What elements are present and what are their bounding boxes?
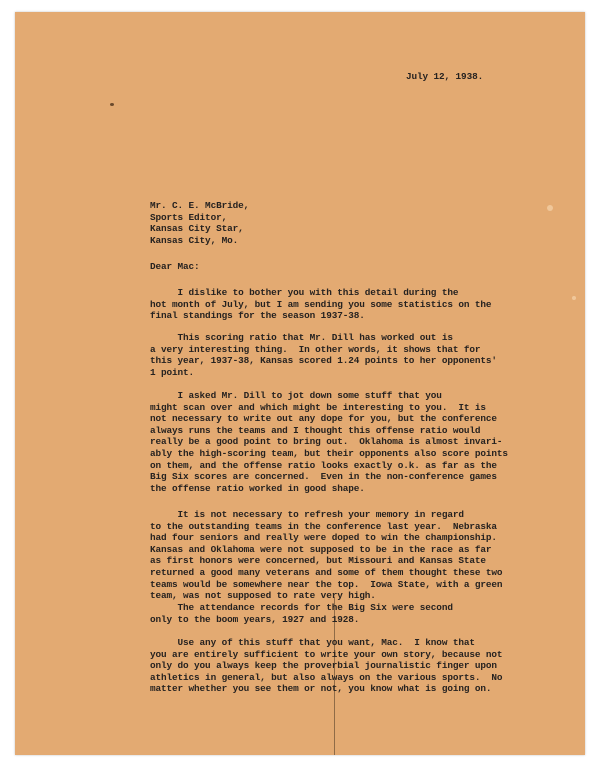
text-line: It is not necessary to refresh your memory in regard bbox=[150, 509, 464, 520]
text-line: might scan over and which might be interesting to you. It is bbox=[150, 401, 486, 413]
text-line: only to the boom years, 1927 and 1928. bbox=[150, 613, 360, 625]
paragraph bbox=[150, 602, 550, 625]
address-line: Mr. C. E. McBride, bbox=[150, 200, 250, 211]
letter-body bbox=[15, 12, 585, 755]
text-line: returned a good many veterans and some of them thought these two bbox=[150, 566, 503, 578]
text-line: Big Six scores are concerned. Even in the non-conference games bbox=[150, 471, 497, 483]
text-line: team, was not supposed to rate very high. bbox=[150, 590, 376, 602]
text-line: had four seniors and really were doped to win the championship. bbox=[150, 532, 497, 544]
text-line: not necessary to write out any dope for you, but the conference bbox=[150, 413, 497, 425]
text-line: this year, 1937-38, Kansas scored 1.24 points to her opponents' bbox=[150, 355, 497, 367]
paragraph bbox=[150, 287, 550, 322]
text-line: only do you always keep the proverbial journalistic finger upon bbox=[150, 660, 497, 672]
text-line: matter whether you see them or not, you know what is going on. bbox=[150, 683, 492, 695]
text-line: final standings for the season 1937-38. bbox=[150, 310, 365, 322]
text-line: really be a good point to bring out. Oklahoma is almost invari- bbox=[150, 436, 503, 448]
text-line: hot month of July, but I am sending you some statistics on the bbox=[150, 298, 492, 310]
text-line: The attendance records for the Big Six were second bbox=[150, 602, 453, 613]
text-line: a very interesting thing. In other words, it shows that for bbox=[150, 343, 481, 355]
text-line: This scoring ratio that Mr. Dill has worked out is bbox=[150, 332, 453, 343]
paragraph bbox=[150, 509, 550, 602]
text-line: Use any of this stuff that you want, Mac. I know that bbox=[150, 637, 475, 648]
text-line: I asked Mr. Dill to jot down some stuff that you bbox=[150, 390, 442, 401]
salutation: Dear Mac: bbox=[150, 261, 200, 272]
address-line: Kansas City, Mo. bbox=[150, 234, 239, 246]
recipient-address bbox=[150, 200, 249, 246]
text-line: as first honors were concerned, but Missouri and Kansas State bbox=[150, 555, 486, 567]
text-line: I dislike to bother you with this detail during the bbox=[150, 287, 459, 298]
text-line: you are entirely sufficient to write your own story, because not bbox=[150, 648, 503, 660]
text-line: to the outstanding teams in the conference last year. Nebraska bbox=[150, 520, 497, 532]
text-line: athletics in general, but also always on the various sports. No bbox=[150, 671, 503, 683]
paragraph bbox=[150, 390, 550, 494]
address-line: Sports Editor, bbox=[150, 211, 228, 223]
text-line: teams would be somewhere near the top. Iowa State, with a green bbox=[150, 578, 503, 590]
text-line: Kansas and Oklahoma were not supposed to be in the race as far bbox=[150, 543, 492, 555]
text-line: 1 point. bbox=[150, 366, 195, 378]
letter-date: July 12, 1938. bbox=[406, 71, 484, 82]
text-line: on them, and the offense ratio looks exactly o.k. as far as the bbox=[150, 459, 497, 471]
paragraph bbox=[150, 637, 550, 695]
letter-page bbox=[15, 12, 585, 755]
text-line: always runs the teams and I thought this offense ratio would bbox=[150, 424, 481, 436]
address-line: Kansas City Star, bbox=[150, 223, 244, 235]
text-line: the offense ratio worked in good shape. bbox=[150, 482, 365, 494]
text-line: ably the high-scoring team, but their opponents also score points bbox=[150, 447, 508, 459]
paragraph bbox=[150, 332, 550, 378]
